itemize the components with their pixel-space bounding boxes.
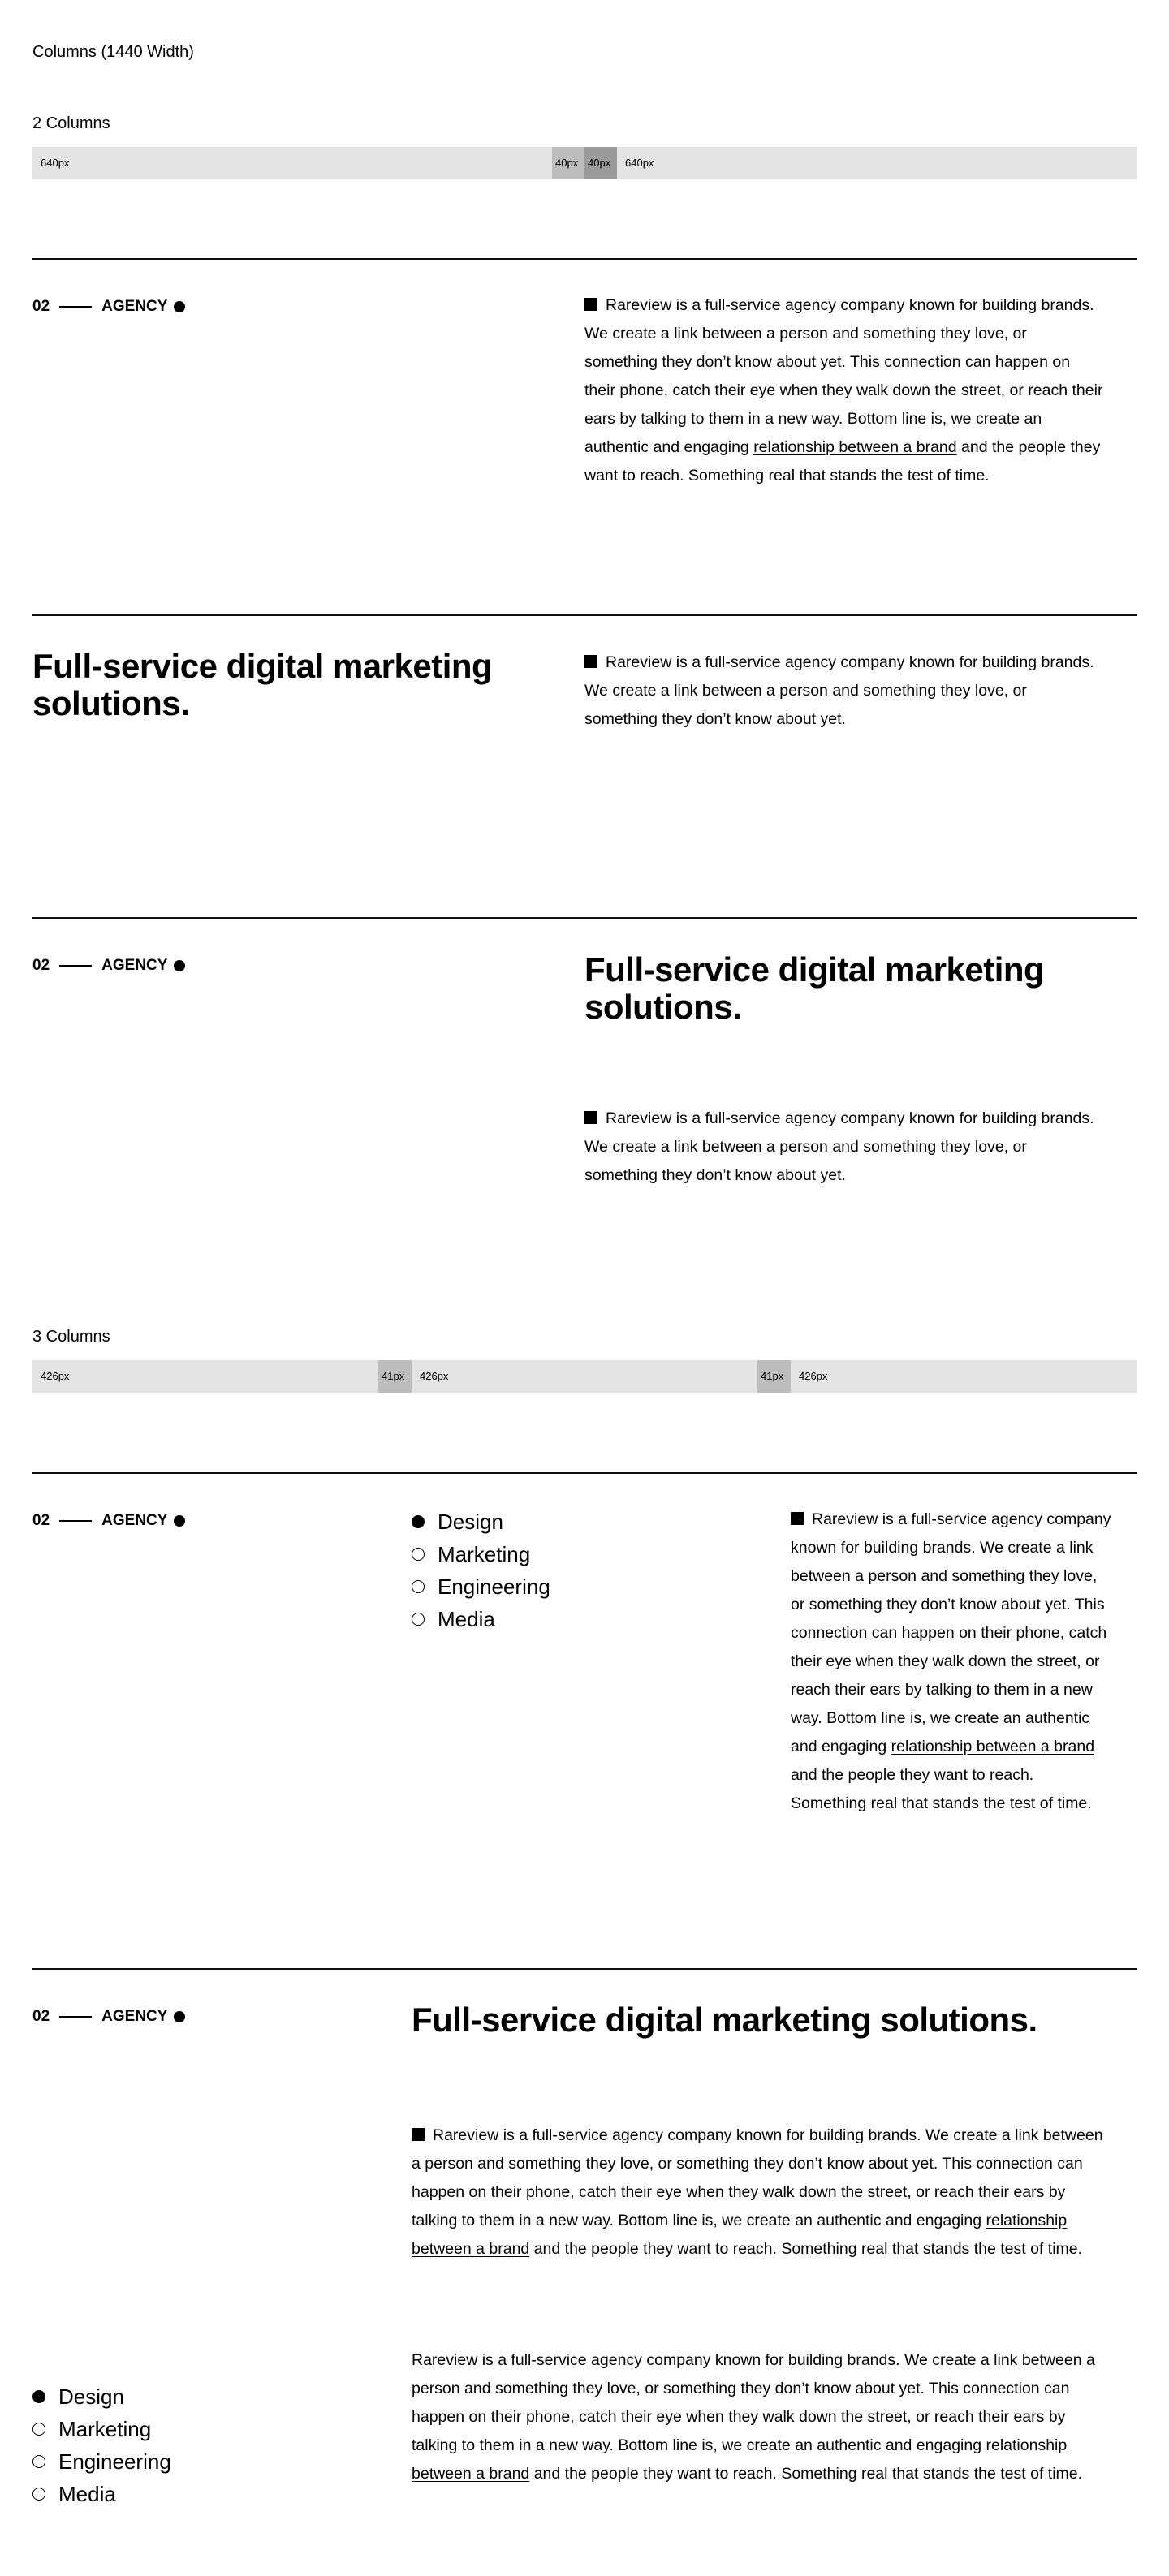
radio-option-engineering[interactable]: Engineering [412, 1570, 550, 1603]
radio-option-media[interactable]: Media [32, 2478, 171, 2510]
square-bullet-icon [584, 655, 597, 668]
radio-empty-icon [32, 2423, 45, 2436]
tag-label: AGENCY [101, 957, 168, 974]
body-paragraph: Rareview is a full-service agency company known for building brands. We create a link between a person and something they love, or something they don’t know about yet. This connection can happen on their phone, catch their eye when they walk down the street, or reach their ears by talking to them in a new way. Bottom line is, we create an authentic and engaging relationship between a brand and the people they want to reach. Something real that stands the test of time. [584, 296, 1103, 485]
radio-selected-icon [412, 1515, 425, 1528]
section-divider [32, 917, 1137, 919]
dot-icon [174, 960, 185, 971]
square-bullet-icon [791, 1512, 804, 1525]
section-headline: Full-service digital marketing solutions. [412, 2001, 1037, 2039]
tag-number: 02 [32, 298, 50, 315]
radio-empty-icon [412, 1613, 425, 1626]
square-bullet-icon [412, 2128, 425, 2141]
section-divider [32, 1472, 1137, 1474]
section-divider [32, 614, 1137, 616]
body-paragraph: Rareview is a full-service agency company known for building brands. We create a link between a person and something they love, or something they don’t know about yet. This connection can happen on their phone, catch their eye when they walk down the street, or reach their ears by talking to them in a new way. Bottom line is, we create an authentic and engaging relationship between a brand and the people they want to reach. Something real that stands the test of time. [412, 2351, 1095, 2483]
tag-line [59, 306, 92, 308]
section-headline: Full-service digital marketing solutions. [32, 647, 493, 722]
brand-relationship-link[interactable]: relationship between a brand [412, 2436, 1068, 2483]
tag-label: AGENCY [101, 298, 168, 315]
two-columns-title: 2 Columns [32, 114, 110, 132]
tag-line [59, 1520, 92, 1522]
agency-tag [32, 1511, 185, 1531]
category-radio-group [32, 2380, 171, 2510]
tag-label: AGENCY [101, 2008, 168, 2025]
body-paragraph: Rareview is a full-service agency company known for building brands. We create a link between a person and something they love, or something they don’t know about yet. This connection can happen on their phone, catch their eye when they walk down the street, or reach their ears by talking to them in a new way. Bottom line is, we create an authentic and engaging relationship between a brand and the people they want to reach. Something real that stands the test of time. [412, 2126, 1103, 2258]
dot-icon [174, 301, 185, 312]
column-bar: 640px [32, 147, 552, 179]
radio-option-engineering[interactable]: Engineering [32, 2445, 171, 2478]
radio-option-media[interactable]: Media [412, 1603, 550, 1635]
tag-number: 02 [32, 957, 50, 974]
three-columns-title: 3 Columns [32, 1328, 110, 1346]
brand-relationship-link[interactable]: relationship between a brand [753, 438, 957, 456]
gutter-bar: 41px [757, 1360, 791, 1393]
radio-option-marketing[interactable]: Marketing [32, 2413, 171, 2445]
radio-option-design[interactable]: Design [412, 1506, 550, 1538]
page-title: Columns (1440 Width) [32, 43, 194, 61]
category-radio-group [412, 1506, 550, 1635]
section-headline: Full-service digital marketing solutions. [584, 950, 1045, 1026]
column-bar: 426px [412, 1360, 757, 1393]
square-bullet-icon [584, 298, 597, 311]
radio-empty-icon [412, 1548, 425, 1561]
gutter-bar: 40px [584, 147, 617, 179]
radio-option-marketing[interactable]: Marketing [412, 1538, 550, 1570]
section-divider [32, 1968, 1137, 1970]
dot-icon [174, 1515, 185, 1527]
radio-option-design[interactable]: Design [32, 2380, 171, 2413]
radio-selected-icon [32, 2390, 45, 2403]
body-paragraph: Rareview is a full-service agency company known for building brands. We create a link between a person and something they love, or something they don’t know about yet. [584, 653, 1094, 728]
tag-line [59, 2016, 92, 2018]
agency-tag [32, 297, 185, 317]
gutter-bar: 41px [378, 1360, 412, 1393]
square-bullet-icon [584, 1111, 597, 1124]
radio-empty-icon [32, 2488, 45, 2501]
body-paragraph: Rareview is a full-service agency company known for building brands. We create a link between a person and something they love, or something they don’t know about yet. [584, 1109, 1094, 1184]
column-bar: 426px [32, 1360, 378, 1393]
column-bar: 426px [791, 1360, 1137, 1393]
column-bar: 640px [617, 147, 1137, 179]
section-divider [32, 258, 1137, 260]
tag-label: AGENCY [101, 1512, 168, 1529]
body-paragraph: Rareview is a full-service agency company known for building brands. We create a link between a person and something they love, or something they don’t know about yet. This connection can happen on their phone, catch their eye when they walk down the street, or reach their ears by talking to them in a new way. Bottom line is, we create an authentic and engaging relationship between a brand and the people they want to reach. Something real that stands the test of time. [791, 1510, 1111, 1812]
tag-line [59, 965, 92, 967]
radio-empty-icon [32, 2455, 45, 2468]
agency-tag [32, 956, 185, 976]
gutter-bar: 40px [552, 147, 584, 179]
dot-icon [174, 2011, 185, 2022]
tag-number: 02 [32, 1512, 50, 1529]
radio-empty-icon [412, 1580, 425, 1593]
agency-tag [32, 2007, 185, 2027]
brand-relationship-link[interactable]: relationship between a brand [891, 1738, 1095, 1755]
brand-relationship-link[interactable]: relationship between a brand [412, 2212, 1068, 2258]
tag-number: 02 [32, 2008, 50, 2025]
